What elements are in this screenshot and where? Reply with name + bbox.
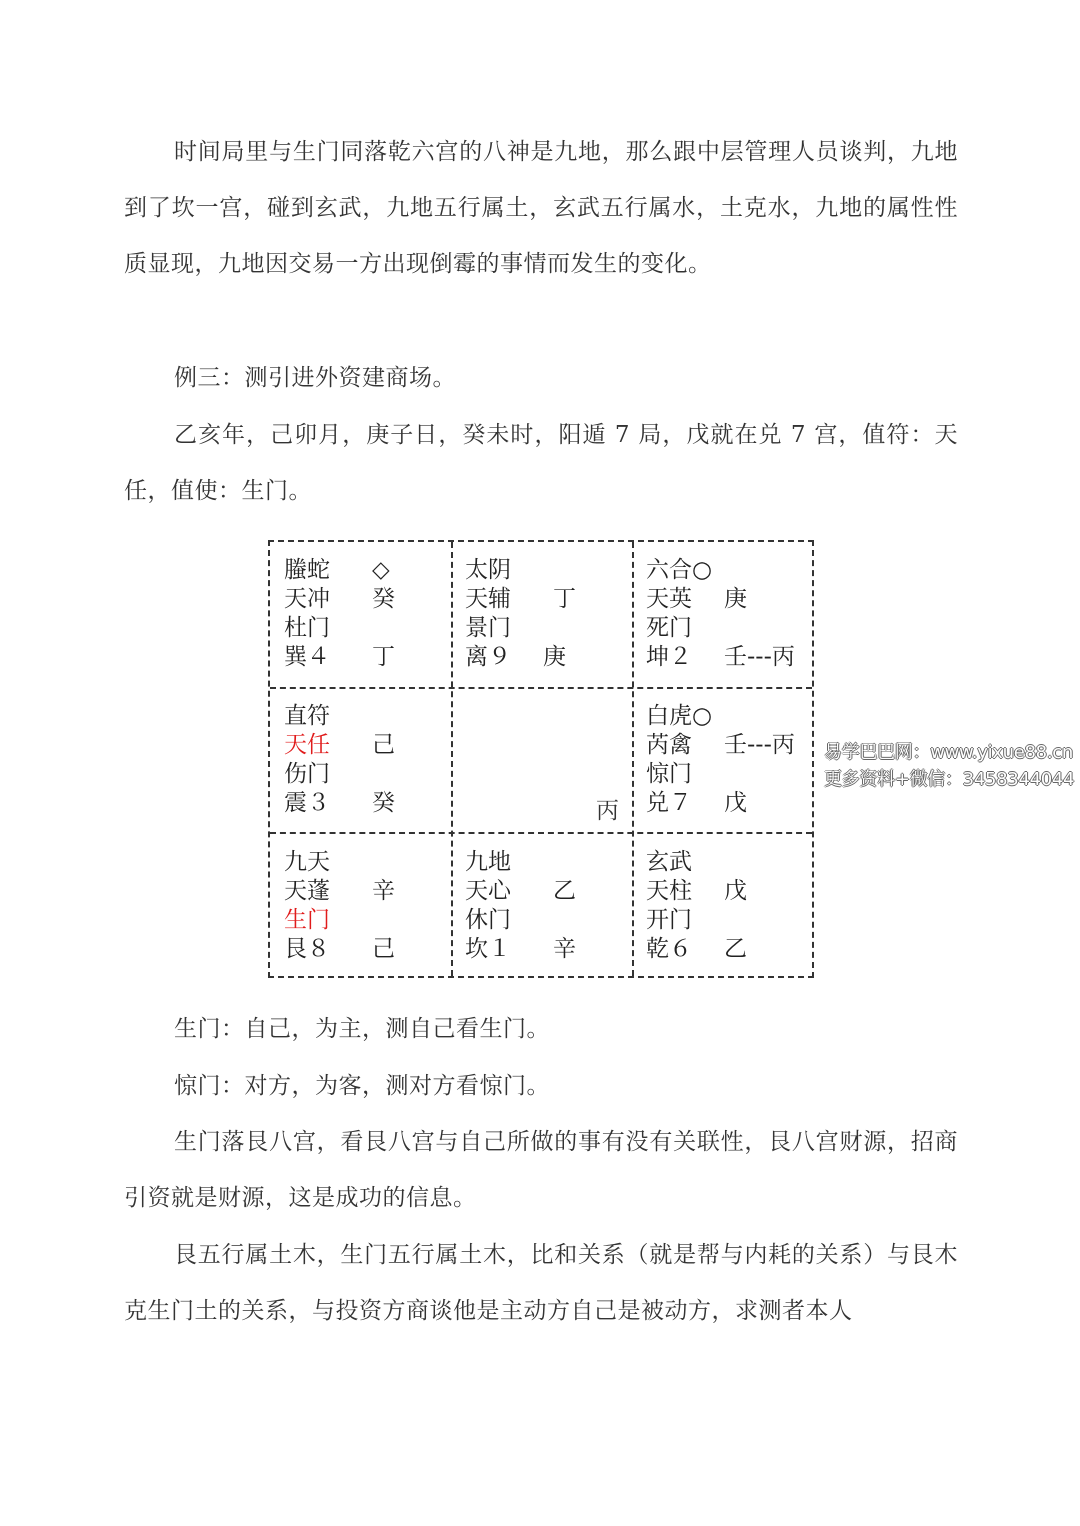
palace-center-5: 丙 (596, 798, 619, 824)
qimen-chart-grid (268, 540, 814, 978)
palace-xun-4: 螣蛇 ◇ 天冲 癸 杜门 巽４ 丁 (284, 557, 395, 670)
zhifu-star-highlight: 天任 (284, 732, 330, 758)
palace-gen-8: 九天 天蓬 辛 生门 艮８ 己 (284, 849, 395, 962)
palace-kan-1: 九地 天心 乙 休门 坎１ 辛 (465, 849, 576, 962)
paragraph-gen-palace: 生门落艮八宫，看艮八宫与自己所做的事有没有关联性，艮八宫财源，招商引资就是财源，这是成功的信息。 (124, 1129, 958, 1211)
paragraph-1: 时间局里与生门同落乾六宫的八神是九地，那么跟中层管理人员谈判，九地到了坎一宫，碰到玄武，九地五行属土，玄武五行属水，土克水，九地的属性性质显现，九地因交易一方出现倒霉的事情而发生的变化。 (124, 139, 958, 277)
watermark-contact: 更多资料+微信：3458344044 (824, 769, 1075, 790)
palace-li-9: 太阴 天辅 丁 景门 离９ 庚 (465, 557, 576, 670)
palace-dui-7: 白虎○ 芮禽 壬---丙 惊门 兑７ 戊 (646, 703, 795, 816)
palace-zhen-3: 直符 天任 己 伤门 震３ 癸 (284, 703, 395, 816)
paragraph-shengmen: 生门：自己，为主，测自己看生门。 (174, 1016, 550, 1042)
paragraph-wuxing: 艮五行属土木，生门五行属土木，比和关系（就是帮与内耗的关系）与艮木克生门土的关系，与投资方商谈他是主动方自己是被动方，求测者本人 (124, 1242, 958, 1324)
paragraph-example-title: 例三：测引进外资建商场。 (174, 365, 456, 391)
watermark-site: 易学巴巴网：www.yixue88.cn (824, 742, 1073, 763)
paragraph-chart-info: 乙亥年，己卯月，庚子日，癸未时，阳遁 7 局，戊就在兑 7 宫，值符：天任，值使：生门。 (124, 422, 958, 504)
palace-kun-2: 六合○ 天英 庚 死门 坤２ 壬---丙 (646, 557, 795, 670)
palace-qian-6: 玄武 天柱 戊 开门 乾６ 乙 (646, 849, 747, 962)
zhishi-door-highlight: 生门 (284, 907, 330, 933)
paragraph-jingmen: 惊门：对方，为客，测对方看惊门。 (174, 1073, 550, 1099)
